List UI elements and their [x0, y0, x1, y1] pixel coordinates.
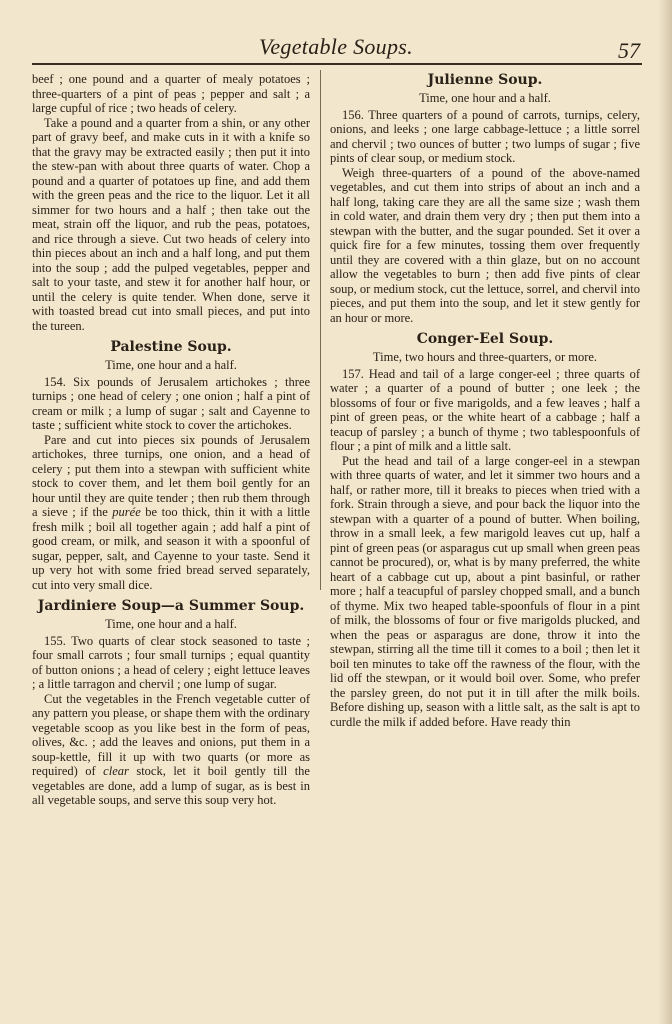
recipe-ingredients-palestine: 154. Six pounds of Jerusalem artichokes ; three turnips ; one head of celery ; one onion ; half a pint of cream or milk ; a lump of sugar ; salt and Cayenne to taste ; sufficient white stock to cover the artichokes.	[32, 374, 310, 432]
recipe-time-julienne: Time, one hour and a half.	[419, 91, 551, 105]
recipe-time-conger: Time, two hours and three-quarters, or more.	[372, 350, 598, 364]
recipe-time-palestine: Time, one hour and a half.	[105, 358, 237, 372]
recipe-ingredients-julienne: 156. Three quarters of a pound of carrots, turnips, celery, onions, and leeks ; one large cabbage-lettuce ; a little sorrel and chervil ; two ounces of butter ; two lumps of sugar ; five pints of clear soup, or medium stock.	[330, 107, 640, 165]
method-text: Cut the vegetables in the French vegetable cutter of any pattern you please, or shape them with the ordinary vegetable scoop as you like best in the form of peas, olives, &c. ; add the leaves and onions, put them in a soup-kettle, fill it up with two quarts (or more as required) of	[32, 691, 310, 778]
page-number: 57	[618, 38, 640, 63]
recipe-method-julienne: Weigh three-quarters of a pound of the above-named vegetables, and cut them into strips of about an inch and a half long, taking care they are all the same size ; wash them in cold water, and drain them very dry ; then put them into a stewpan with the butter, and the sugar pounded. Set it over a quick fire for a few minutes, tossing them over frequently until they are covered with a thin glaze, but on no account allow the vegetables to burn ; then add five pints of clear soup, or medium stock, cut the lettuce, sorrel, and chervil into pieces, and put them into the soup, and let it stew gently for an hour or more.	[330, 165, 640, 325]
recipe-title-jardiniere: Jardiniere Soup—a Summer Soup.	[37, 598, 305, 614]
recipe-ingredients-jardiniere: 155. Two quarts of clear stock seasoned to taste ; four small carrots ; four small turnips ; equal quantity of button onions ; a head of celery ; eight lettuce leaves ; a little tarragon and chervil ; one lump of sugar.	[32, 633, 310, 691]
recipe-title-conger: Conger-Eel Soup.	[416, 331, 554, 347]
method-text: be too thick, thin it with a little fresh milk ; boil all together again ; add half a pint of good cream, or milk, and season it with a spoonful of sugar, pepper, salt, and Cayenne to your taste. Send it up very hot with some fried bread served separately, cut into very small dice.	[32, 505, 310, 592]
recipe-title-palestine: Palestine Soup.	[110, 339, 232, 355]
continued-ingredients: beef ; one pound and a quarter of mealy potatoes ; three-quarters of a pint of peas ; pepper and salt ; a large cupful of rice ; two heads of celery.	[32, 72, 310, 115]
page-header	[30, 30, 642, 64]
method-text: stock, let it boil gently till the vegetables are done, add a lump of sugar, as is best in all vegetable soups, and serve this soup very hot.	[32, 764, 310, 807]
right-column	[330, 72, 640, 729]
column-divider	[320, 70, 321, 590]
method-text: Pare and cut into pieces six pounds of Jerusalem artichokes, three turnips, one onion, and a head of celery ; put them into a stewpan with sufficient white stock to cover them, and let them boil gently for an hour until they are quite tender ; then rub them through a sieve ; if the	[32, 432, 310, 519]
recipe-method-conger: Put the head and tail of a large conger-eel in a stewpan with three quarts of water, and let it simmer two hours and a half, or rather more, till it breaks to pieces when tried with a fork. Strain through a sieve, and pour back the liquor into the stewpan with a quarter of a pound of butter. When boiling, throw in a small leek, a few marigold leaves cut up, half a pint of green peas (or asparagus cut up small when green peas cannot be procured), or, what is by many preferred, the white heart of a cabbage cut up, about a pint basinful, or rather more ; half a teacupful of parsley chopped small, and a bunch of thyme. Mix two heaped table-spoonfuls of flour in a pint of milk, the blossoms of four or five marigolds plucked, and when the peas or asparagus are done, throw it into the stewpan, stirring all the time till it comes to a boil ; then let it boil ten minutes to take off the rawness of the flour, with the lid off the stewpan, or it would boil over. Some, who prefer the parsley green, do not put it in till after the milk boils. Before dishing up, season with a little salt, as the salt is apt to curdle the milk if added before. Have ready thin	[330, 453, 640, 729]
left-column	[32, 72, 310, 808]
continued-method: Take a pound and a quarter from a shin, or any other part of gravy beef, and make cuts in it with a knife so that the gravy may be extracted easily ; then put it into the stew-pan with about three quarts of water. Chop a pound and a quarter of potatoes up fine, and add them with the green peas and the rice to the liquor. Let it all simmer for two hours and a half ; then take out the meat, strain off the liquor, and rub the peas, potatoes, and rice through a sieve. Cut two heads of celery into thin pieces about an inch and a half long, and put them into the soup ; add the pulped vegetables, pepper and salt to your taste, and stew it for another half hour, or until the celery is quite tender. When done, serve it with toasted bread cut into small pieces, and put into the tureen.	[32, 115, 310, 333]
recipe-method-jardiniere	[32, 692, 310, 808]
emphasis-puree: purée	[112, 505, 141, 519]
header-rule	[32, 63, 642, 65]
recipe-time-jardiniere: Time, one hour and a half.	[105, 617, 237, 631]
running-title: Vegetable Soups.	[259, 34, 413, 59]
recipe-method-palestine	[32, 433, 310, 593]
recipe-ingredients-conger: 157. Head and tail of a large conger-eel ; three quarts of water ; a quarter of a pound of butter ; one leek ; the blossoms of four or five marigolds, and a few leaves ; half a pint of green peas, or the white heart of a cabbage ; half a teacup of parsley ; a bunch of thyme ; two tablespoonfuls of flour ; a pint of milk and a little salt.	[330, 366, 640, 453]
emphasis-clear: clear	[103, 764, 129, 778]
recipe-title-julienne: Julienne Soup.	[427, 72, 543, 88]
page-edge-shadow	[658, 0, 672, 1024]
